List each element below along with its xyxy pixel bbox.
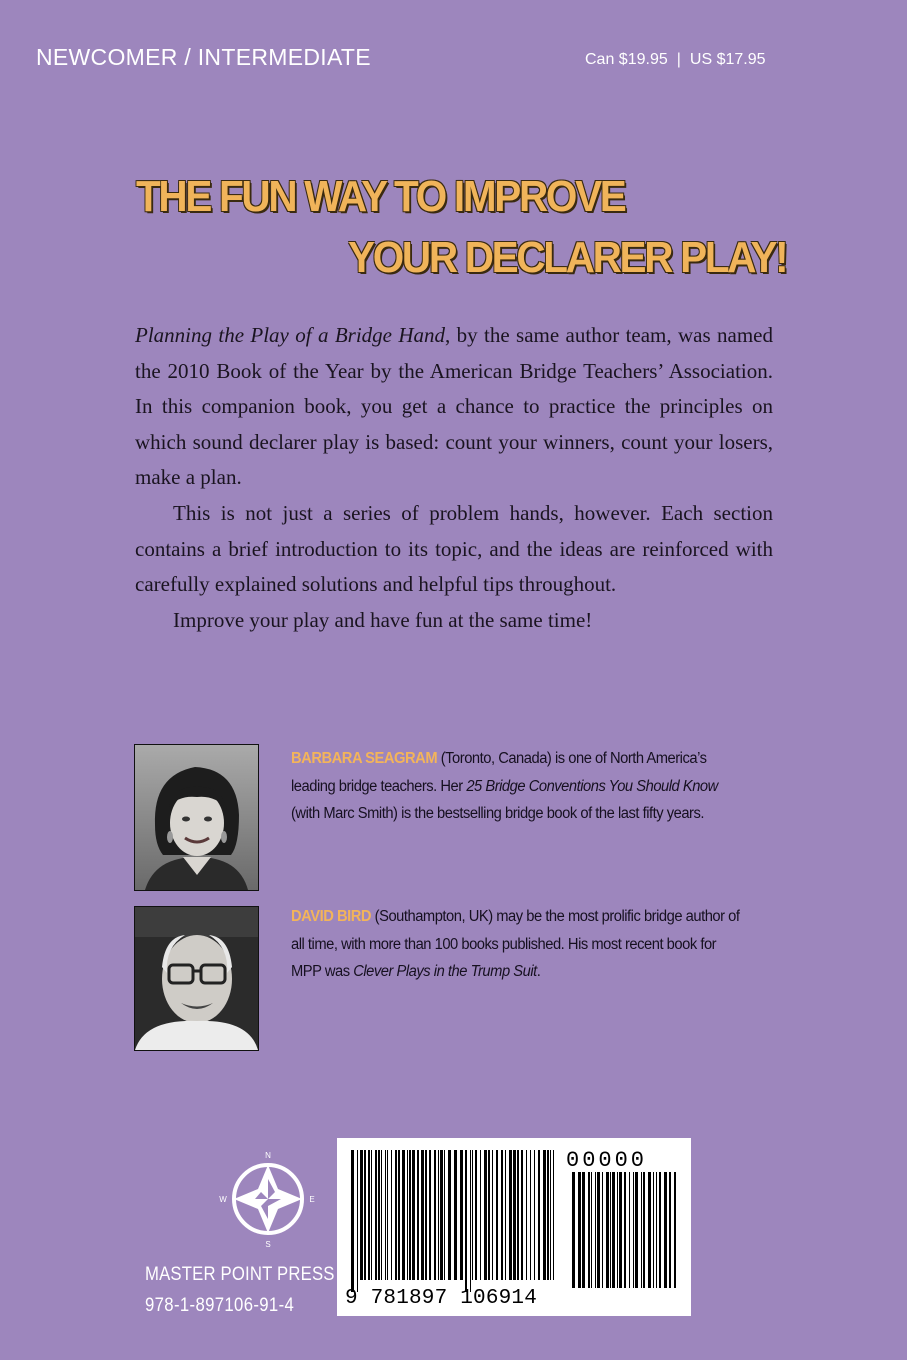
barcode-bar [501, 1150, 503, 1280]
barcode-bar [624, 1172, 626, 1288]
barcode-bar [595, 1172, 596, 1288]
barcode-addon-digits: 00000 [566, 1148, 648, 1173]
barcode-bar [425, 1150, 427, 1280]
barcode-bar [409, 1150, 411, 1280]
author-bio-david-text-2: . [536, 963, 541, 980]
barcode-bar [398, 1150, 400, 1280]
barcode-bar [378, 1150, 380, 1280]
author-name-david: DAVID BIRD [291, 908, 372, 925]
barcode-digits: 9 781897 106914 [345, 1287, 538, 1310]
compass-east: E [309, 1195, 315, 1204]
price-label [585, 51, 766, 69]
barcode-bar [385, 1150, 386, 1280]
barcode-bar [438, 1150, 439, 1280]
barcode-bars [347, 1150, 559, 1302]
barcode-bar [357, 1150, 358, 1292]
blurb-paragraph-3: Improve your play and have fun at the same time! [173, 607, 593, 632]
barcode-bar [606, 1172, 609, 1288]
barcode-bar [659, 1172, 661, 1288]
blurb-paragraph-1 [135, 318, 773, 496]
barcode-bar [656, 1172, 657, 1288]
author-name-barbara: BARBARA SEAGRAM [291, 750, 438, 767]
isbn-text: 978-1-897106-91-4 [145, 1295, 295, 1316]
barcode-bar [664, 1172, 667, 1288]
author-bio-david-text-1: (Southampton, UK) may be the most prolific bridge author of all time, with more than 100 books published. His most recent book for MPP was [291, 908, 740, 980]
barcode-bar [643, 1172, 645, 1288]
barcode-bar [582, 1172, 585, 1288]
compass-south: S [265, 1240, 271, 1248]
barcode-bar [387, 1150, 388, 1280]
barcode-bar [617, 1172, 618, 1288]
barcode-bar [553, 1150, 554, 1280]
barcode-bar [550, 1150, 551, 1280]
barcode-bar [381, 1150, 382, 1280]
publisher-name: MASTER POINT PRESS [145, 1264, 335, 1285]
barcode-bar [472, 1150, 473, 1280]
barcode-bar [417, 1150, 419, 1280]
barcode-bar [360, 1150, 363, 1280]
barcode-bar [543, 1150, 546, 1280]
compass-north: N [265, 1151, 271, 1160]
barcode-bar [509, 1150, 512, 1280]
barcode-bar [521, 1150, 523, 1280]
headline-line-1: THE FUN WAY TO IMPROVE [136, 172, 625, 221]
barcode-bar [597, 1172, 600, 1288]
barcode-bar [351, 1150, 354, 1292]
barcode-bar [629, 1172, 630, 1288]
barcode-bar [454, 1150, 457, 1280]
author-bio-barbara [291, 745, 749, 828]
barcode-bar [368, 1150, 370, 1280]
barcode-bar [484, 1150, 487, 1280]
barcode-bar [547, 1150, 549, 1280]
barcode-bar [669, 1172, 671, 1288]
barcode-bar [505, 1150, 506, 1280]
price-separator: | [676, 51, 681, 68]
barcode-bar [395, 1150, 397, 1280]
barcode-bar [653, 1172, 654, 1288]
barcode-bar [641, 1172, 642, 1288]
barcode-bar [444, 1150, 445, 1280]
barcode-bar [429, 1150, 431, 1280]
barcode-bar [619, 1172, 622, 1288]
price-us: US $17.95 [689, 51, 766, 68]
barcode-bar [492, 1150, 493, 1280]
barcode-bar [517, 1150, 519, 1280]
blurb-book-title: Planning the Play of a Bridge Hand [135, 323, 446, 347]
barcode-bar [513, 1150, 516, 1280]
barcode-bar [391, 1150, 392, 1280]
barcode-bar [588, 1172, 590, 1288]
blurb [135, 318, 773, 638]
author-photo-david [134, 906, 259, 1051]
barcode-bar [496, 1150, 498, 1280]
headline-line-2: YOUR DECLARER PLAY! [348, 233, 787, 282]
barcode-bar [635, 1172, 638, 1288]
barcode-bar [412, 1150, 415, 1280]
author-photo-barbara [134, 744, 259, 891]
author-bio-barbara-text-1: (Toronto, Canada) is one of North America’s leading bridge teachers. Her [291, 750, 707, 795]
barcode-bar [538, 1150, 540, 1280]
barcode-bar [402, 1150, 405, 1280]
compass-west: W [219, 1195, 227, 1204]
barcode-bar [371, 1150, 372, 1280]
price-canada: Can $19.95 [585, 51, 668, 68]
barcode-bar [407, 1150, 408, 1280]
barcode-bar [460, 1150, 463, 1280]
author-bio-david [291, 903, 749, 986]
barcode-bar [526, 1150, 527, 1280]
barcode-bar [578, 1172, 581, 1288]
barcode-bar [674, 1172, 676, 1288]
barcode-bar [648, 1172, 651, 1288]
compass-logo-icon [216, 1150, 320, 1248]
barcode-bar [480, 1150, 481, 1280]
author-book-barbara: 25 Bridge Conventions You Should Know [466, 777, 718, 795]
blurb-paragraph-1-text: , by the same author team, was named the 2010 Book of the Year by the American Bridge Teachers’ Association. In this companion book, you get a chance to practice the principles on which sound declarer play is based: count your winners, count your losers, make a plan. [135, 323, 773, 490]
barcode-bar [434, 1150, 436, 1280]
barcode-bar [602, 1172, 603, 1288]
barcode-bar [488, 1150, 490, 1280]
barcode-bar [572, 1172, 575, 1288]
barcode-bar [421, 1150, 424, 1280]
barcode-bar [465, 1150, 467, 1292]
author-book-david: Clever Plays in the Trump Suit [353, 963, 537, 980]
barcode-bar [534, 1150, 535, 1280]
author-bio-barbara-text-2: (with Marc Smith) is the bestselling bridge book of the last fifty years. [291, 805, 704, 822]
barcode-bar [633, 1172, 634, 1288]
barcode-bar [364, 1150, 366, 1280]
level-label: NEWCOMER / INTERMEDIATE [36, 44, 371, 70]
barcode [337, 1138, 691, 1316]
barcode-bar [475, 1150, 477, 1280]
barcode-bar [470, 1150, 471, 1292]
blurb-paragraph-2: This is not just a series of problem hands, however. Each section contains a brief introduction to its topic, and the ideas are reinforced with carefully explained solutions and helpful tips throughout. [135, 500, 773, 597]
barcode-bar [610, 1172, 611, 1288]
barcode-bar [448, 1150, 451, 1280]
barcode-bar [591, 1172, 592, 1288]
barcode-bar [612, 1172, 615, 1288]
barcode-bar [375, 1150, 377, 1280]
barcode-bar [440, 1150, 443, 1280]
barcode-bar [530, 1150, 531, 1280]
barcode-addon-bars [568, 1172, 683, 1292]
